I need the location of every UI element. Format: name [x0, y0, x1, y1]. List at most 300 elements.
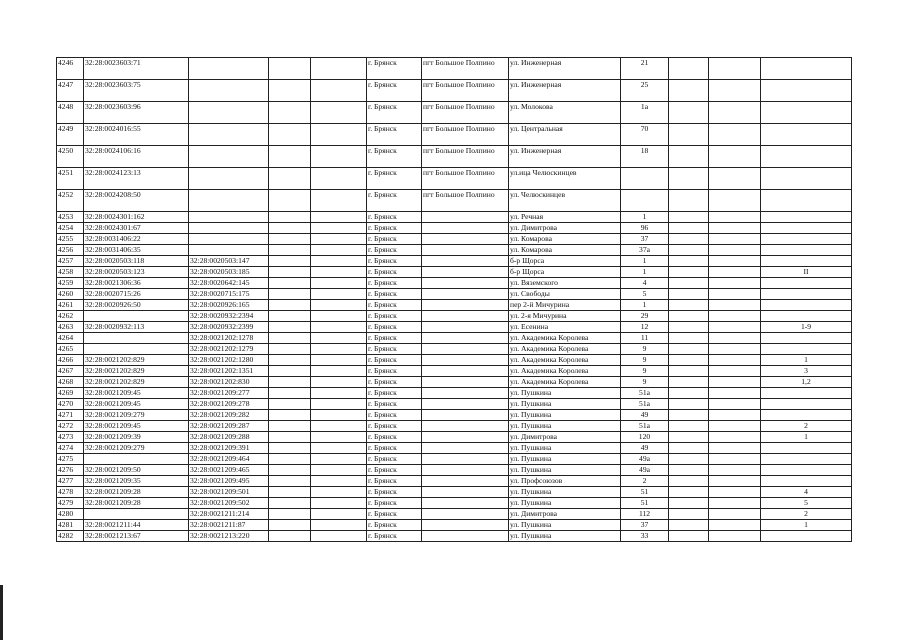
settlement-cell: пгт Большое Полпино — [422, 80, 509, 102]
cadastral-number: 32:28:0024301:162 — [84, 212, 189, 223]
cadastral-number-2: 32:28:0021211:87 — [189, 520, 269, 531]
empty-cell — [669, 212, 709, 223]
table-row — [57, 289, 852, 300]
cadastral-number-2: 32:28:0020642:145 — [189, 278, 269, 289]
street-cell: ул. 2-я Мичурина — [509, 311, 621, 322]
empty-cell — [311, 498, 367, 509]
row-number: 4272 — [57, 421, 84, 432]
table-row — [57, 300, 852, 311]
empty-cell — [709, 80, 761, 102]
settlement-cell — [422, 509, 509, 520]
cadastral-number-2: 32:28:0021202:1351 — [189, 366, 269, 377]
cadastral-number: 32:28:0021202:829 — [84, 377, 189, 388]
house-number-cell: 49 — [621, 443, 669, 454]
empty-cell — [269, 498, 311, 509]
settlement-cell: пгт Большое Полпино — [422, 190, 509, 212]
row-number: 4269 — [57, 388, 84, 399]
empty-cell — [669, 344, 709, 355]
street-cell: ул. Инженерная — [509, 58, 621, 80]
table-row — [57, 520, 852, 531]
cadastral-number — [84, 311, 189, 322]
empty-cell — [269, 311, 311, 322]
cadastral-number-2: 32:28:0021209:502 — [189, 498, 269, 509]
cadastral-number: 32:28:0021209:279 — [84, 443, 189, 454]
empty-cell — [709, 146, 761, 168]
empty-cell — [311, 168, 367, 190]
table-row — [57, 333, 852, 344]
settlement-cell — [422, 212, 509, 223]
apartment-cell — [761, 399, 852, 410]
cadastral-number: 32:28:0031406:35 — [84, 245, 189, 256]
table-row — [57, 410, 852, 421]
empty-cell — [269, 168, 311, 190]
city-cell: г. Брянск — [367, 520, 422, 531]
cadastral-number: 32:28:0021213:67 — [84, 531, 189, 542]
apartment-cell: 1,2 — [761, 377, 852, 388]
apartment-cell — [761, 245, 852, 256]
empty-cell — [311, 278, 367, 289]
cadastral-number-2 — [189, 223, 269, 234]
empty-cell — [669, 102, 709, 124]
cadastral-number-2: 32:28:0020503:185 — [189, 267, 269, 278]
cadastral-number — [84, 454, 189, 465]
table-row — [57, 432, 852, 443]
empty-cell — [269, 531, 311, 542]
empty-cell — [269, 58, 311, 80]
empty-cell — [311, 311, 367, 322]
empty-cell — [311, 509, 367, 520]
apartment-cell — [761, 465, 852, 476]
empty-cell — [269, 234, 311, 245]
empty-cell — [311, 355, 367, 366]
empty-cell — [669, 355, 709, 366]
register-rows — [57, 58, 852, 542]
house-number-cell — [621, 190, 669, 212]
empty-cell — [311, 520, 367, 531]
table-row — [57, 168, 852, 190]
city-cell: г. Брянск — [367, 212, 422, 223]
house-number-cell: 70 — [621, 124, 669, 146]
settlement-cell — [422, 267, 509, 278]
empty-cell — [311, 333, 367, 344]
empty-cell — [311, 300, 367, 311]
house-number-cell: 9 — [621, 377, 669, 388]
house-number-cell: 9 — [621, 344, 669, 355]
apartment-cell — [761, 289, 852, 300]
row-number: 4275 — [57, 454, 84, 465]
row-number: 4280 — [57, 509, 84, 520]
settlement-cell — [422, 498, 509, 509]
table-row — [57, 223, 852, 234]
cadastral-number: 32:28:0031406:22 — [84, 234, 189, 245]
table-row — [57, 355, 852, 366]
empty-cell — [709, 168, 761, 190]
empty-cell — [669, 278, 709, 289]
house-number-cell: 51 — [621, 487, 669, 498]
cadastral-number-2 — [189, 58, 269, 80]
city-cell: г. Брянск — [367, 267, 422, 278]
street-cell: ул. Пушкина — [509, 520, 621, 531]
street-cell: ул. Профсоюзов — [509, 476, 621, 487]
street-cell: ул. Пушкина — [509, 454, 621, 465]
empty-cell — [269, 443, 311, 454]
house-number-cell: 49а — [621, 454, 669, 465]
cadastral-number: 32:28:0021209:279 — [84, 410, 189, 421]
apartment-cell — [761, 223, 852, 234]
row-number: 4260 — [57, 289, 84, 300]
house-number-cell: 51а — [621, 421, 669, 432]
row-number: 4246 — [57, 58, 84, 80]
empty-cell — [311, 146, 367, 168]
empty-cell — [311, 190, 367, 212]
table-row — [57, 58, 852, 80]
table-row — [57, 443, 852, 454]
empty-cell — [669, 377, 709, 388]
city-cell: г. Брянск — [367, 58, 422, 80]
cadastral-number: 32:28:0020926:50 — [84, 300, 189, 311]
table-row — [57, 212, 852, 223]
empty-cell — [669, 300, 709, 311]
cadastral-number-2: 32:28:0020932:2394 — [189, 311, 269, 322]
cadastral-number — [84, 344, 189, 355]
street-cell: пер 2-й Мичурина — [509, 300, 621, 311]
house-number-cell: 33 — [621, 531, 669, 542]
empty-cell — [709, 421, 761, 432]
city-cell: г. Брянск — [367, 322, 422, 333]
empty-cell — [709, 322, 761, 333]
cadastral-number-2 — [189, 124, 269, 146]
cadastral-number: 32:28:0020503:118 — [84, 256, 189, 267]
apartment-cell — [761, 388, 852, 399]
empty-cell — [669, 58, 709, 80]
empty-cell — [269, 333, 311, 344]
empty-cell — [269, 399, 311, 410]
settlement-cell — [422, 256, 509, 267]
empty-cell — [311, 443, 367, 454]
empty-cell — [311, 256, 367, 267]
empty-cell — [311, 58, 367, 80]
row-number: 4264 — [57, 333, 84, 344]
empty-cell — [709, 531, 761, 542]
cadastral-number: 32:28:0024208:50 — [84, 190, 189, 212]
empty-cell — [709, 465, 761, 476]
empty-cell — [269, 278, 311, 289]
empty-cell — [709, 454, 761, 465]
street-cell: ул. Челюскинцев — [509, 190, 621, 212]
settlement-cell — [422, 377, 509, 388]
empty-cell — [311, 410, 367, 421]
empty-cell — [311, 531, 367, 542]
empty-cell — [709, 476, 761, 487]
house-number-cell: 11 — [621, 333, 669, 344]
empty-cell — [709, 443, 761, 454]
cadastral-number-2: 32:28:0021209:287 — [189, 421, 269, 432]
cadastral-number-2: 32:28:0021202:1278 — [189, 333, 269, 344]
empty-cell — [709, 520, 761, 531]
street-cell: ул. Есенина — [509, 322, 621, 333]
empty-cell — [269, 223, 311, 234]
settlement-cell — [422, 366, 509, 377]
apartment-cell — [761, 454, 852, 465]
row-number: 4261 — [57, 300, 84, 311]
city-cell: г. Брянск — [367, 311, 422, 322]
cadastral-number-2: 32:28:0021209:288 — [189, 432, 269, 443]
empty-cell — [269, 322, 311, 333]
city-cell: г. Брянск — [367, 399, 422, 410]
cadastral-number: 32:28:0023603:96 — [84, 102, 189, 124]
empty-cell — [709, 289, 761, 300]
empty-cell — [669, 80, 709, 102]
empty-cell — [669, 190, 709, 212]
apartment-cell — [761, 168, 852, 190]
empty-cell — [269, 366, 311, 377]
apartment-cell — [761, 190, 852, 212]
apartment-cell — [761, 476, 852, 487]
empty-cell — [269, 355, 311, 366]
street-cell: ул. Речная — [509, 212, 621, 223]
row-number: 4257 — [57, 256, 84, 267]
empty-cell — [311, 245, 367, 256]
cadastral-number — [84, 333, 189, 344]
cadastral-number-2: 32:28:0021209:465 — [189, 465, 269, 476]
empty-cell — [709, 212, 761, 223]
cadastral-number: 32:28:0021209:50 — [84, 465, 189, 476]
empty-cell — [269, 476, 311, 487]
empty-cell — [269, 421, 311, 432]
apartment-cell: II — [761, 267, 852, 278]
table-row — [57, 377, 852, 388]
settlement-cell — [422, 487, 509, 498]
house-number-cell: 1а — [621, 102, 669, 124]
row-number: 4279 — [57, 498, 84, 509]
row-number: 4273 — [57, 432, 84, 443]
apartment-cell — [761, 410, 852, 421]
empty-cell — [669, 223, 709, 234]
row-number: 4258 — [57, 267, 84, 278]
empty-cell — [311, 267, 367, 278]
house-number-cell: 21 — [621, 58, 669, 80]
empty-cell — [269, 300, 311, 311]
city-cell: г. Брянск — [367, 102, 422, 124]
city-cell: г. Брянск — [367, 355, 422, 366]
row-number: 4256 — [57, 245, 84, 256]
city-cell: г. Брянск — [367, 421, 422, 432]
house-number-cell: 1 — [621, 267, 669, 278]
apartment-cell — [761, 234, 852, 245]
row-number: 4267 — [57, 366, 84, 377]
settlement-cell — [422, 388, 509, 399]
table-row — [57, 366, 852, 377]
empty-cell — [669, 454, 709, 465]
apartment-cell — [761, 300, 852, 311]
street-cell: ул. Пушкина — [509, 531, 621, 542]
city-cell: г. Брянск — [367, 190, 422, 212]
row-number: 4271 — [57, 410, 84, 421]
cadastral-number: 32:28:0020503:123 — [84, 267, 189, 278]
house-number-cell: 5 — [621, 289, 669, 300]
city-cell: г. Брянск — [367, 124, 422, 146]
table-row — [57, 465, 852, 476]
empty-cell — [669, 245, 709, 256]
empty-cell — [269, 487, 311, 498]
city-cell: г. Брянск — [367, 333, 422, 344]
house-number-cell: 4 — [621, 278, 669, 289]
row-number: 4266 — [57, 355, 84, 366]
apartment-cell — [761, 256, 852, 267]
house-number-cell: 12 — [621, 322, 669, 333]
city-cell: г. Брянск — [367, 432, 422, 443]
empty-cell — [269, 124, 311, 146]
settlement-cell — [422, 344, 509, 355]
cadastral-number: 32:28:0021202:829 — [84, 355, 189, 366]
table-row — [57, 322, 852, 333]
cadastral-number-2: 32:28:0020926:165 — [189, 300, 269, 311]
settlement-cell — [422, 399, 509, 410]
apartment-cell: 1 — [761, 355, 852, 366]
empty-cell — [311, 465, 367, 476]
street-cell: ул. Комарова — [509, 245, 621, 256]
empty-cell — [311, 388, 367, 399]
empty-cell — [669, 311, 709, 322]
cadastral-number-2: 32:28:0021213:220 — [189, 531, 269, 542]
city-cell: г. Брянск — [367, 344, 422, 355]
empty-cell — [311, 421, 367, 432]
empty-cell — [269, 465, 311, 476]
street-cell: ул. Инженерная — [509, 146, 621, 168]
city-cell: г. Брянск — [367, 300, 422, 311]
row-number: 4247 — [57, 80, 84, 102]
house-number-cell: 9 — [621, 355, 669, 366]
cadastral-number-2: 32:28:0021202:1280 — [189, 355, 269, 366]
apartment-cell — [761, 311, 852, 322]
street-cell: б-р Щорса — [509, 256, 621, 267]
cadastral-number-2: 32:28:0021209:277 — [189, 388, 269, 399]
empty-cell — [669, 322, 709, 333]
house-number-cell: 49а — [621, 465, 669, 476]
empty-cell — [669, 476, 709, 487]
scan-edge-mark — [0, 585, 3, 640]
empty-cell — [269, 377, 311, 388]
cadastral-number-2 — [189, 146, 269, 168]
settlement-cell — [422, 355, 509, 366]
house-number-cell: 51а — [621, 399, 669, 410]
apartment-cell: 4 — [761, 487, 852, 498]
house-number-cell: 1 — [621, 212, 669, 223]
street-cell: ул. Пушкина — [509, 487, 621, 498]
settlement-cell — [422, 531, 509, 542]
house-number-cell: 29 — [621, 311, 669, 322]
street-cell: ул. Димитрова — [509, 223, 621, 234]
street-cell: ул. Пушкина — [509, 410, 621, 421]
cadastral-number: 32:28:0021209:45 — [84, 388, 189, 399]
cadastral-number: 32:28:0021211:44 — [84, 520, 189, 531]
cadastral-number: 32:28:0020932:113 — [84, 322, 189, 333]
street-cell: ул. Пушкина — [509, 443, 621, 454]
apartment-cell: 5 — [761, 498, 852, 509]
city-cell: г. Брянск — [367, 410, 422, 421]
cadastral-number-2 — [189, 102, 269, 124]
empty-cell — [709, 300, 761, 311]
row-number: 4253 — [57, 212, 84, 223]
city-cell: г. Брянск — [367, 476, 422, 487]
row-number: 4262 — [57, 311, 84, 322]
cadastral-number-2: 32:28:0020932:2399 — [189, 322, 269, 333]
cadastral-number-2: 32:28:0021209:278 — [189, 399, 269, 410]
empty-cell — [311, 102, 367, 124]
street-cell: ул. Академика Королева — [509, 355, 621, 366]
house-number-cell: 51а — [621, 388, 669, 399]
cadastral-number: 32:28:0024016:55 — [84, 124, 189, 146]
empty-cell — [709, 509, 761, 520]
empty-cell — [709, 355, 761, 366]
empty-cell — [709, 399, 761, 410]
street-cell: ул. Центральная — [509, 124, 621, 146]
empty-cell — [709, 388, 761, 399]
empty-cell — [311, 377, 367, 388]
settlement-cell — [422, 322, 509, 333]
empty-cell — [669, 234, 709, 245]
settlement-cell: пгт Большое Полпино — [422, 124, 509, 146]
empty-cell — [709, 102, 761, 124]
empty-cell — [709, 377, 761, 388]
street-cell: ул. Академика Королева — [509, 366, 621, 377]
table-row — [57, 80, 852, 102]
street-cell: ул. Комарова — [509, 234, 621, 245]
empty-cell — [709, 267, 761, 278]
street-cell: ул. Молокова — [509, 102, 621, 124]
empty-cell — [269, 454, 311, 465]
house-number-cell: 37 — [621, 234, 669, 245]
table-row — [57, 421, 852, 432]
row-number: 4277 — [57, 476, 84, 487]
city-cell: г. Брянск — [367, 454, 422, 465]
empty-cell — [269, 256, 311, 267]
cadastral-number-2: 32:28:0021202:830 — [189, 377, 269, 388]
empty-cell — [269, 267, 311, 278]
settlement-cell — [422, 245, 509, 256]
apartment-cell — [761, 333, 852, 344]
house-number-cell — [621, 168, 669, 190]
street-cell: ул.ица Челюскинцев — [509, 168, 621, 190]
cadastral-number — [84, 509, 189, 520]
settlement-cell — [422, 476, 509, 487]
empty-cell — [709, 190, 761, 212]
cadastral-number: 32:28:0021306:36 — [84, 278, 189, 289]
empty-cell — [669, 267, 709, 278]
apartment-cell — [761, 58, 852, 80]
empty-cell — [269, 344, 311, 355]
cadastral-number: 32:28:0024123:13 — [84, 168, 189, 190]
street-cell: ул. Пушкина — [509, 465, 621, 476]
table-row — [57, 146, 852, 168]
apartment-cell — [761, 146, 852, 168]
address-register-table — [56, 57, 852, 542]
settlement-cell — [422, 410, 509, 421]
empty-cell — [709, 333, 761, 344]
apartment-cell: 2 — [761, 509, 852, 520]
settlement-cell — [422, 465, 509, 476]
house-number-cell: 37а — [621, 245, 669, 256]
settlement-cell — [422, 443, 509, 454]
cadastral-number: 32:28:0021209:28 — [84, 487, 189, 498]
city-cell: г. Брянск — [367, 388, 422, 399]
empty-cell — [709, 487, 761, 498]
house-number-cell: 37 — [621, 520, 669, 531]
cadastral-number-2: 32:28:0020503:147 — [189, 256, 269, 267]
street-cell: ул. Академика Королева — [509, 333, 621, 344]
city-cell: г. Брянск — [367, 289, 422, 300]
row-number: 4259 — [57, 278, 84, 289]
